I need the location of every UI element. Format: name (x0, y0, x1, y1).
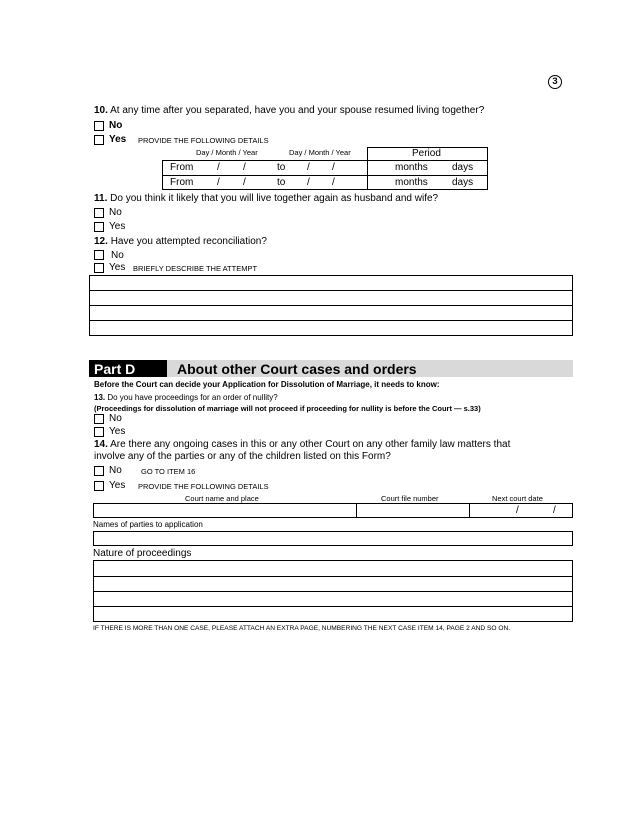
question-10: 10. At any time after you separated, have you and your spouse resumed living together? (94, 105, 485, 116)
q11-yes-label: Yes (109, 221, 126, 232)
q12-no-checkbox[interactable] (94, 250, 104, 260)
q12-no-label: No (111, 250, 124, 261)
col-period-header: Period (412, 148, 441, 159)
page-number: 3 (548, 75, 562, 89)
period-days: days (452, 177, 474, 188)
period-row-from: From (170, 162, 194, 173)
nature-label: Nature of proceedings (93, 548, 192, 559)
date-slash: / (243, 177, 246, 188)
q12-yes-label: Yes (109, 262, 126, 273)
date-slash: / (332, 177, 335, 188)
question-14-line-1: 14. Are there any ongoing cases in this or any other Court on any other family law matters that (94, 439, 511, 450)
q13-yes-checkbox[interactable] (94, 427, 104, 437)
q12-yes-checkbox[interactable] (94, 263, 104, 273)
q10-yes-label: Yes (109, 134, 127, 145)
part-d-intro: Before the Court can decide your Application for Dissolution of Marriage, it needs to know: (94, 380, 440, 389)
q14-no-checkbox[interactable] (94, 466, 104, 476)
q13-no-label: No (109, 413, 122, 424)
period-days: days (452, 162, 474, 173)
date-slash: / (217, 177, 220, 188)
footnote: IF THERE IS MORE THAN ONE CASE, PLEASE ATTACH AN EXTRA PAGE, NUMBERING THE NEXT CASE ITEM 14, PAGE 2 AND SO ON. (93, 625, 511, 632)
date-slash: / (516, 505, 519, 516)
court-file-number-field[interactable] (356, 503, 470, 518)
q14-yes-instruction: PROVIDE THE FOLLOWING DETAILS (138, 482, 269, 491)
q10-no-checkbox[interactable] (94, 121, 104, 131)
q13-no-checkbox[interactable] (94, 414, 104, 424)
col-date-header-1: Day / Month / Year (196, 148, 258, 157)
col-date-header-2: Day / Month / Year (289, 148, 351, 157)
q14-yes-checkbox[interactable] (94, 481, 104, 491)
q13-note: (Proceedings for dissolution of marriage will not proceed if proceeding for nullity is before the Court — s.33) (94, 404, 481, 413)
date-slash: / (307, 177, 310, 188)
part-d-label: Part D (89, 360, 167, 377)
q14-yes-label: Yes (109, 480, 126, 491)
col-court-name: Court name and place (185, 494, 259, 503)
q11-yes-checkbox[interactable] (94, 222, 104, 232)
q14-no-label: No (109, 465, 122, 476)
parties-label: Names of parties to application (93, 520, 203, 529)
nature-of-proceedings-field[interactable] (93, 560, 573, 622)
period-row-to: to (277, 162, 286, 173)
reconciliation-description-field[interactable] (89, 275, 573, 336)
q10-no-label: No (109, 120, 123, 131)
q13-yes-label: Yes (109, 426, 126, 437)
col-court-file: Court file number (381, 494, 439, 503)
q14-no-instruction: GO TO ITEM 16 (141, 467, 196, 476)
q10-yes-checkbox[interactable] (94, 135, 104, 145)
period-months: months (395, 162, 428, 173)
parties-field[interactable] (93, 531, 573, 546)
date-slash: / (332, 162, 335, 173)
date-slash: / (553, 505, 556, 516)
period-months: months (395, 177, 428, 188)
question-13: 13. Do you have proceedings for an order of nullity? (94, 393, 278, 402)
question-14-line-2: involve any of the parties or any of the children listed on this Form? (94, 451, 391, 462)
court-name-field[interactable] (93, 503, 357, 518)
part-d-title: About other Court cases and orders (177, 361, 417, 377)
question-11: 11. Do you think it likely that you will live together again as husband and wife? (94, 193, 439, 204)
date-slash: / (217, 162, 220, 173)
q10-yes-instruction: PROVIDE THE FOLLOWING DETAILS (138, 136, 269, 145)
date-slash: / (243, 162, 246, 173)
col-next-date: Next court date (492, 494, 543, 503)
period-row-from: From (170, 177, 194, 188)
next-court-date-field[interactable] (469, 503, 573, 518)
question-12: 12. Have you attempted reconciliation? (94, 236, 267, 247)
q11-no-label: No (109, 207, 122, 218)
q12-yes-instruction: BRIEFLY DESCRIBE THE ATTEMPT (133, 264, 258, 273)
date-slash: / (307, 162, 310, 173)
period-row-to: to (277, 177, 286, 188)
q11-no-checkbox[interactable] (94, 208, 104, 218)
